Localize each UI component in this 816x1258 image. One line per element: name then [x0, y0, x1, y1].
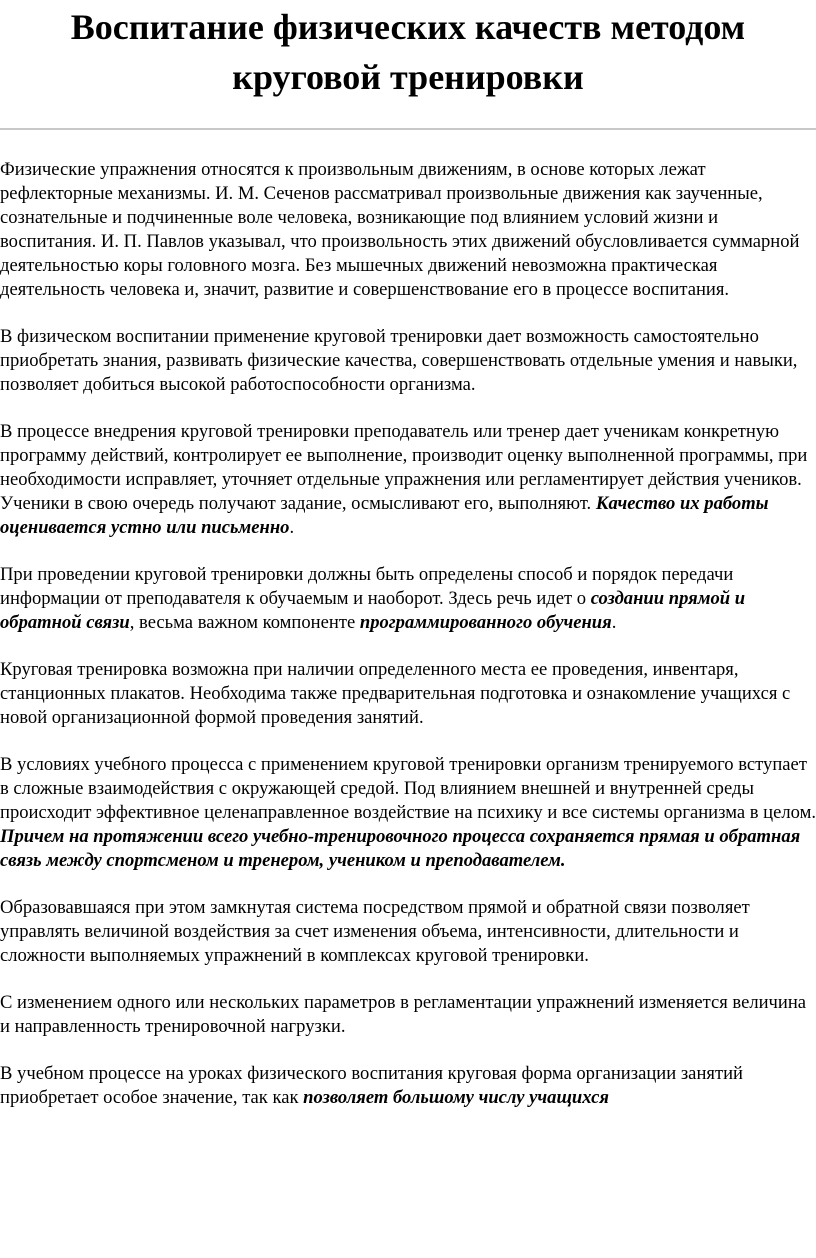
document-title: Воспитание физических качеств методом круговой тренировки	[70, 7, 746, 97]
emphasized-text: программированного обучения	[359, 612, 612, 633]
emphasized-text: Качество их работы оценивается устно или письменно	[0, 493, 769, 538]
paragraph-text: В физическом воспитании применение круговой тренировки дает возможность самостоятельно приобретать знания, развивать физические качества, совершенствовать отдельные умения и навыки, позволяет добиться высокой работоспособности организма.	[0, 326, 798, 395]
emphasized-text: Причем на протяжении всего учебно-тренировочного процесса сохраняется прямая и обратная связь между спортсменом и тренером, учеником и преподавателем.	[0, 826, 801, 871]
paragraph	[0, 420, 816, 540]
paragraph-text: В процессе внедрения круговой тренировки преподаватель или тренер дает ученикам конкретную программу действий, контролирует ее выполнение, производит оценку выполненной программы, при необходимости исправляет, уточняет отдельные упражнения или регламентирует действия учеников. Ученики в свою очередь получают задание, осмысливают его, выполняют.	[0, 421, 808, 514]
paragraph-text: , весьма важном компоненте	[129, 612, 360, 633]
paragraph	[0, 325, 816, 397]
paragraph	[0, 563, 816, 635]
emphasized-text: создании прямой и обратной связи	[0, 588, 746, 633]
paragraph-text: .	[289, 517, 295, 538]
paragraph	[0, 1062, 816, 1110]
paragraph	[0, 753, 816, 873]
paragraph-text: .	[611, 612, 617, 633]
emphasized-text: позволяет большому числу учащихся	[303, 1087, 609, 1108]
paragraph	[0, 158, 816, 302]
document-body	[0, 130, 816, 1110]
paragraph-text: С изменением одного или нескольких параметров в регламентации упражнений изменяется величина и направленность тренировочной нагрузки.	[0, 992, 807, 1037]
paragraph	[0, 991, 816, 1039]
paragraph-text: В условиях учебного процесса с применением круговой тренировки организм тренируемого вступает в сложные взаимодействия с окружающей средой. Под влиянием внешней и внутренней среды происходит эффективное целенаправленное воздействие на психику и все системы организма в целом.	[0, 754, 816, 823]
paragraph	[0, 658, 816, 730]
paragraph	[0, 896, 816, 968]
paragraph-text: Образовавшаяся при этом замкнутая система посредством прямой и обратной связи позволяет управлять величиной воздействия за счет изменения объема, интенсивности, длительности и сложности выполняемых упражнений в комплексах круговой тренировки.	[0, 897, 750, 966]
paragraph-text: Круговая тренировка возможна при наличии определенного места ее проведения, инвентаря, станционных плакатов. Необходима также предварительная подготовка и ознакомление учащихся с новой организационной формой проведения занятий.	[0, 659, 791, 728]
paragraph-text: В учебном процессе на уроках физического воспитания круговая форма организации занятий приобретает особое значение, так как	[0, 1063, 743, 1108]
paragraph-text: При проведении круговой тренировки должны быть определены способ и порядок передачи информации от преподавателя к обучаемым и наоборот. Здесь речь идет о	[0, 564, 734, 609]
paragraph-text: Физические упражнения относятся к произвольным движениям, в основе которых лежат рефлекторные механизмы. И. М. Сеченов рассматривал произвольные движения как заученные, сознательные и подчиненные воле человека, возникающие под влиянием условий жизни и воспитания. И. П. Павлов указывал, что произвольность этих движений обусловливается суммарной деятельностью коры головного мозга. Без мышечных движений невозможна практическая деятельность человека и, значит, развитие и совершенствование его в процессе воспитания.	[0, 159, 800, 300]
